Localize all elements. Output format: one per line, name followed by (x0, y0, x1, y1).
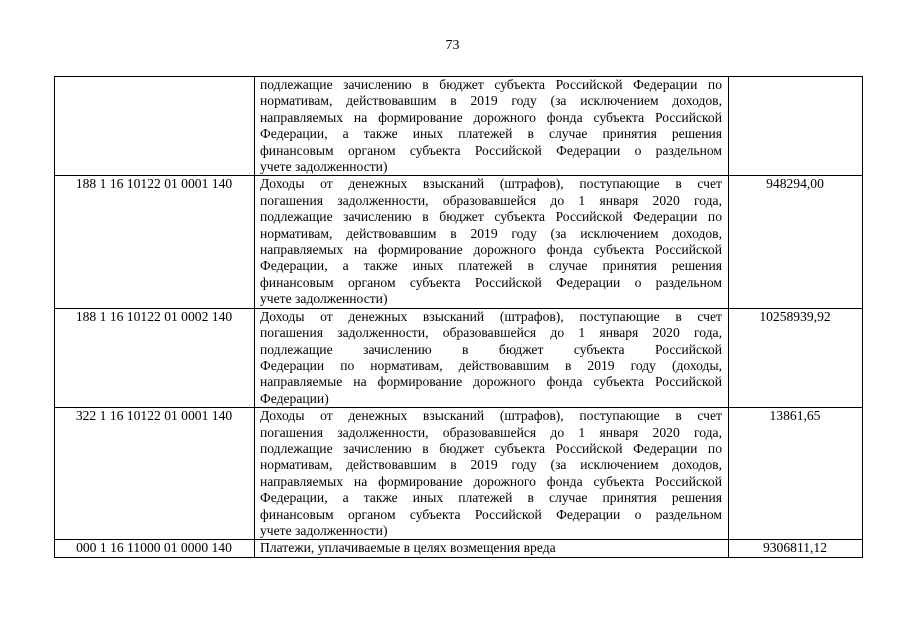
revenue-description-cell (255, 308, 729, 407)
amount-cell: 948294,00 (729, 176, 863, 308)
description-line: Доходы от денежных взысканий (штрафов), поступающие в счет (260, 308, 722, 324)
description-line: погашения задолженности, образовавшейся до 1 января 2020 года, (260, 424, 722, 440)
description-line: Федерации) (260, 390, 329, 406)
description-line: Федерации, а также иных платежей в случае принятия решения (260, 258, 722, 274)
amount-cell: 9306811,12 (729, 540, 863, 557)
description-line: нормативам, действовавшим в 2019 году (за исключением доходов, (260, 93, 722, 109)
description-line: нормативам, действовавшим в 2019 году (за исключением доходов, (260, 225, 722, 241)
budget-code-cell (55, 77, 255, 176)
description-line: погашения задолженности, образовавшейся до 1 января 2020 года, (260, 325, 722, 341)
page-number: 73 (445, 38, 460, 53)
amount-cell: 13861,65 (729, 408, 863, 540)
description-line: финансовым органом субъекта Российской Федерации о раздельном (260, 142, 722, 158)
budget-code-cell: 188 1 16 10122 01 0001 140 (55, 176, 255, 308)
description-line: Федерации, а также иных платежей в случае принятия решения (260, 126, 722, 142)
description-line: направляемые на формирование дорожного фонда субъекта Российской (260, 374, 722, 390)
amount-cell (729, 77, 863, 176)
description-line: направляемых на формирование дорожного фонда субъекта Российской (260, 109, 722, 125)
description-line: Доходы от денежных взысканий (штрафов), поступающие в счет (260, 408, 722, 424)
description-line: Платежи, уплачиваемые в целях возмещения вреда (260, 540, 556, 556)
budget-code-cell: 188 1 16 10122 01 0002 140 (55, 308, 255, 407)
description-line: финансовым органом субъекта Российской Федерации о раздельном (260, 506, 722, 522)
description-line: нормативам, действовавшим в 2019 году (за исключением доходов, (260, 457, 722, 473)
description-line: направляемых на формирование дорожного фонда субъекта Российской (260, 242, 722, 258)
description-line: подлежащие зачислению в бюджет субъекта Российской Федерации по (260, 440, 722, 456)
table-row (55, 308, 863, 407)
description-line: подлежащие зачислению в бюджет субъекта Российской (260, 341, 722, 357)
table-row (55, 540, 863, 557)
table-row (55, 176, 863, 308)
budget-code-cell: 000 1 16 11000 01 0000 140 (55, 540, 255, 557)
table-row (55, 408, 863, 540)
revenue-description-cell (255, 176, 729, 308)
description-line: направляемых на формирование дорожного фонда субъекта Российской (260, 473, 722, 489)
description-line: подлежащие зачислению в бюджет субъекта Российской Федерации по (260, 209, 722, 225)
budget-revenue-table (54, 76, 863, 558)
table-body (55, 77, 863, 558)
description-line: финансовым органом субъекта Российской Федерации о раздельном (260, 274, 722, 290)
description-line: подлежащие зачислению в бюджет субъекта Российской Федерации по (260, 77, 722, 92)
description-line: учете задолженности) (260, 291, 388, 307)
revenue-description-cell (255, 77, 729, 176)
description-line: учете задолженности) (260, 159, 388, 175)
budget-code-cell: 322 1 16 10122 01 0001 140 (55, 408, 255, 540)
description-line: Доходы от денежных взысканий (штрафов), поступающие в счет (260, 176, 722, 192)
description-line: Федерации, а также иных платежей в случае принятия решения (260, 490, 722, 506)
description-line: учете задолженности) (260, 522, 388, 538)
table-row (55, 77, 863, 176)
amount-cell: 10258939,92 (729, 308, 863, 407)
description-line: Федерации по нормативам, действовавшим в 2019 году (доходы, (260, 357, 722, 373)
revenue-description-cell (255, 408, 729, 540)
description-line: погашения задолженности, образовавшейся до 1 января 2020 года, (260, 192, 722, 208)
revenue-description-cell (255, 540, 729, 557)
